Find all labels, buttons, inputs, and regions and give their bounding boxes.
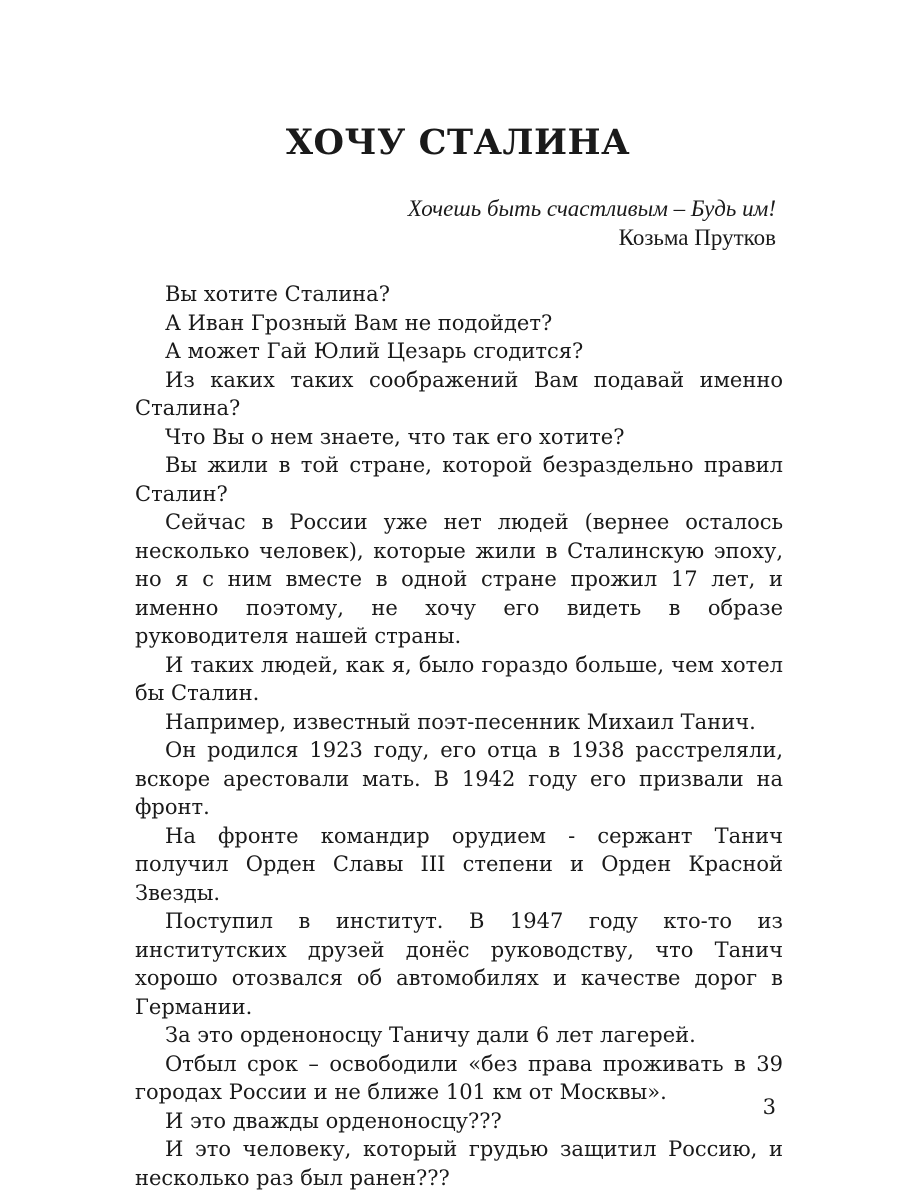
chapter-body [135, 280, 783, 1192]
epigraph [408, 194, 776, 252]
paragraph: На фронте командир орудием - сержант Танич получил Орден Славы III степени и Орден Красной Звезды. [135, 823, 783, 905]
chapter-title: ХОЧУ СТАЛИНА [285, 122, 631, 163]
paragraph: Из каких таких соображений Вам подавай именно Сталина? [135, 367, 783, 420]
paragraph: За это орденоносцу Таничу дали 6 лет лагерей. [165, 1023, 696, 1047]
paragraph: Вы жили в той стране, которой безраздельно правил Сталин? [135, 453, 783, 506]
epigraph-quote: Хочешь быть счастливым – Будь им! [407, 196, 776, 221]
paragraph: Сейчас в России уже нет людей (вернее осталось несколько человек), которые жили в Сталинскую эпоху, но я с ним вместе в одной стране прожил 17 лет, и именно поэтому, не хочу его видеть в образе руководителя нашей страны. [135, 510, 783, 648]
paragraph: И таких людей, как я, было гораздо больше, чем хотел бы Сталин. [135, 652, 783, 705]
epigraph-author: Козьма Прутков [618, 225, 776, 250]
paragraph: И это человеку, который грудью защитил Россию, и несколько раз был ранен??? [135, 1137, 783, 1190]
paragraph: Поступил в институт. В 1947 году кто-то из институтских друзей донёс руководству, что Танич хорошо отозвался об автомобилях и качестве дорог в Германии. [135, 909, 783, 1019]
paragraph: Отбыл срок – освободили «без права проживать в 39 городах России и не ближе 101 км от Москвы». [135, 1051, 783, 1104]
paragraph: Вы хотите Сталина? [165, 282, 390, 306]
paragraph: Что Вы о нем знаете, что так его хотите? [165, 424, 625, 449]
paragraph: Он родился 1923 году, его отца в 1938 расстреляли, вскоре арестовали мать. В 1942 году его призвали на фронт. [135, 738, 783, 819]
paragraph: И это дважды орденоносцу??? [165, 1108, 502, 1133]
paragraph: А может Гай Юлий Цезарь сгодится? [165, 339, 584, 363]
paragraph: А Иван Грозный Вам не подойдет? [165, 310, 553, 335]
page-number: 3 [762, 1095, 776, 1119]
paragraph: Например, известный поэт-песенник Михаил Танич. [165, 709, 756, 734]
